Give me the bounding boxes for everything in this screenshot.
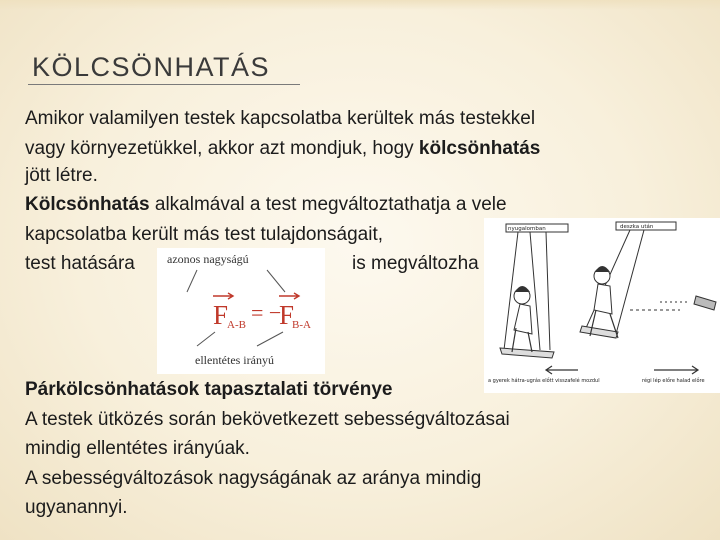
top-band: [0, 0, 720, 10]
slide-title: KÖLCSÖNHATÁS: [32, 52, 271, 82]
swing-label-left: nyugalomban: [508, 226, 546, 232]
formula-rhs: F: [279, 300, 295, 330]
section-heading: [25, 378, 392, 401]
swing-caption-left: a gyerek hátra-ugrás előtt visszafelé mozdul: [488, 378, 600, 384]
formula-lhs-sub: A-B: [227, 319, 246, 331]
keyword-bold: kölcsönhatás: [418, 138, 541, 159]
formula-top-label: azonos nagyságú: [167, 252, 249, 266]
formula-image: [157, 248, 325, 374]
body-line: is megváltozha: [352, 253, 479, 274]
swing-caption-right: régi lép előre halad előre: [642, 378, 705, 384]
body-text: vagy környezetükkel, akkor azt mondjuk, hogy: [25, 138, 419, 159]
formula-equals: = −: [251, 300, 282, 325]
body-line: [25, 193, 507, 216]
body-line: jött létre.: [25, 165, 98, 186]
body-line: A testek ütközés során bekövetkezett sebességváltozásai: [25, 409, 510, 430]
body-text: alkalmával a test megváltoztathatja a vele: [149, 194, 507, 215]
body-line: [25, 137, 540, 160]
swing-illustration: [484, 218, 720, 393]
body-line: kapcsolatba került más test tulajdonságait,: [25, 224, 384, 245]
formula-bottom-label: ellentétes irányú: [195, 353, 274, 367]
heading-bold: Párkölcsönhatások tapasztalati törvénye: [25, 379, 393, 400]
body-line: ugyanannyi.: [25, 497, 128, 518]
swing-graphic: [484, 218, 720, 393]
body-line: A sebességváltozások nagyságának az aránya mindig: [25, 468, 482, 489]
formula-rhs-sub: B-A: [292, 319, 311, 331]
body-line: mindig ellentétes irányúak.: [25, 438, 250, 459]
formula-graphic: [157, 248, 325, 374]
keyword-bold: Kölcsönhatás: [25, 194, 150, 215]
title-underline: [28, 84, 300, 85]
swing-label-right: deszka után: [620, 224, 654, 230]
formula-lhs: F: [213, 300, 229, 330]
body-line: test hatására: [25, 253, 135, 274]
body-line: Amikor valamilyen testek kapcsolatba kerültek más testekkel: [25, 108, 536, 129]
